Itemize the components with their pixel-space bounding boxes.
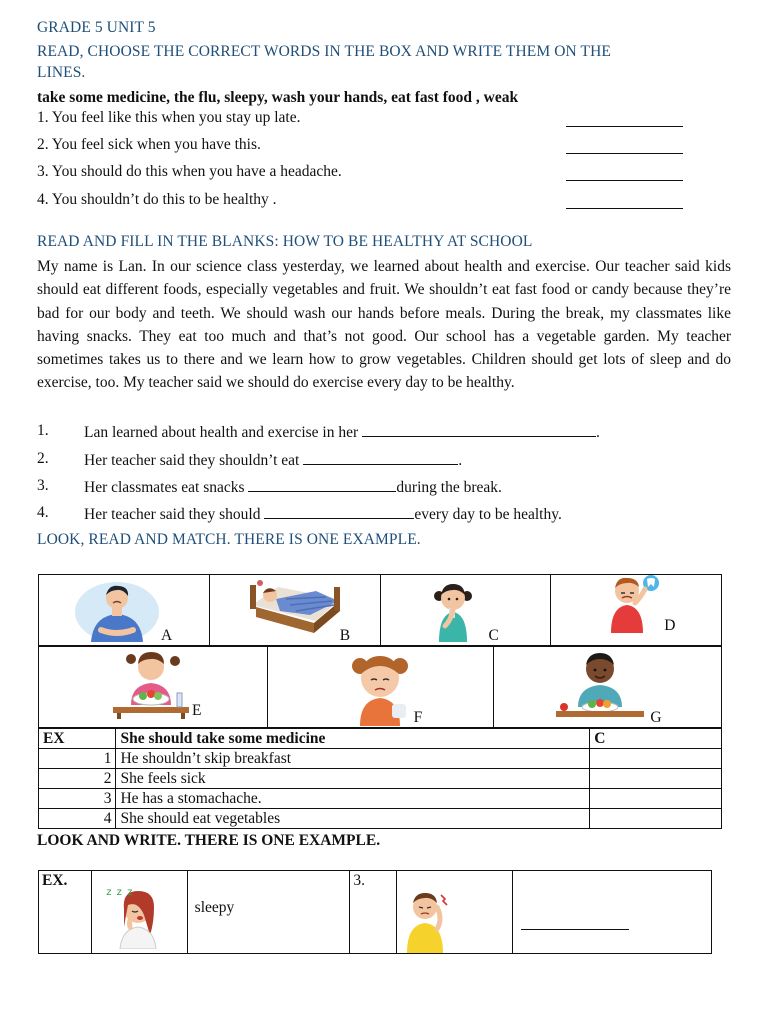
matching-table — [38, 728, 722, 829]
instruction-1-line-2: LINES. — [37, 64, 86, 81]
match-number: EX — [39, 729, 116, 749]
match-answer: C — [590, 729, 722, 749]
table-row — [39, 729, 722, 749]
boy-eating-vegetables-icon — [554, 651, 646, 723]
part1-question-4: 4. You shouldn’t do this to be healthy . — [37, 191, 277, 208]
part1-answer-line-4[interactable] — [566, 194, 683, 209]
ex-answer: sleepy — [194, 899, 235, 916]
sick-in-bed-icon — [246, 577, 346, 637]
table-row — [39, 809, 722, 829]
stomachache-boy-icon — [73, 578, 159, 642]
match-number: 3 — [39, 789, 116, 809]
table-row — [39, 749, 722, 769]
picture-cell-c[interactable] — [380, 575, 551, 646]
ex-picture-cell — [92, 871, 187, 954]
q3-picture-cell — [396, 871, 513, 954]
part2-question-3: 3. Her classmates eat snacks during the break. — [37, 477, 502, 496]
picture-label-c: C — [488, 627, 499, 644]
q3-label-cell — [350, 871, 396, 954]
instruction-1-line-1: READ, CHOOSE THE CORRECT WORDS IN THE BOX AND WRITE THEM ON THE — [37, 43, 611, 60]
look-and-write-table — [38, 870, 712, 954]
match-number: 1 — [39, 749, 116, 769]
ex-label: EX. — [42, 872, 68, 889]
picture-row-1 — [38, 574, 722, 646]
picture-cell-e[interactable] — [39, 647, 268, 728]
match-answer-blank[interactable] — [590, 769, 722, 789]
picture-cell-d[interactable] — [551, 575, 722, 646]
part1-question-2: 2. You feel sick when you have this. — [37, 136, 261, 153]
match-sentence: She feels sick — [116, 769, 590, 789]
table-row — [39, 789, 722, 809]
part2-answer-line-3[interactable] — [248, 477, 396, 492]
part4-heading: LOOK AND WRITE. THERE IS ONE EXAMPLE. — [37, 832, 381, 849]
part2-answer-line-1[interactable] — [362, 422, 596, 437]
part1-question-3: 3. You should do this when you have a headache. — [37, 163, 342, 180]
part1-question-1: 1. You feel like this when you stay up late. — [37, 109, 301, 126]
match-sentence: She should eat vegetables — [116, 809, 590, 829]
match-answer-blank[interactable] — [590, 789, 722, 809]
picture-cell-a[interactable] — [39, 575, 210, 646]
picture-label-f: F — [413, 709, 423, 726]
part1-answer-line-2[interactable] — [566, 139, 683, 154]
match-answer-blank[interactable] — [590, 809, 722, 829]
ex-answer-cell — [187, 871, 350, 954]
girl-feeling-sick-icon — [348, 650, 412, 726]
part1-answer-line-1[interactable] — [566, 112, 683, 127]
match-sentence: He has a stomachache. — [116, 789, 590, 809]
part1-answer-line-3[interactable] — [566, 166, 683, 181]
q3-label: 3. — [353, 872, 365, 889]
q3-answer-line[interactable] — [521, 915, 629, 930]
part3-heading: LOOK, READ AND MATCH. THERE IS ONE EXAMPLE. — [37, 531, 421, 548]
picture-row-2 — [38, 646, 722, 728]
picture-label-b: B — [339, 627, 351, 644]
page-title: GRADE 5 UNIT 5 — [37, 19, 156, 36]
match-number: 2 — [39, 769, 116, 789]
reading-passage: My name is Lan. In our science class yesterday, we learned about health and exercise. Our teacher said kids should eat different foods, especially vegetables and fruit. We shouldn’t eat fast food or candy because they’re bad for our body and teeth. We should wash our hands before meals. During the break, my classmates like having snacks. They eat too much and that’s not good. Our school has a vegetable garden. My teacher sometimes takes us to there and we learn how to grow vegetables. Children should get lots of sleep and do exercise, too. My teacher said we should do exercise every day to be healthy. — [37, 258, 731, 392]
picture-label-a: A — [161, 627, 173, 644]
part2-heading: READ AND FILL IN THE BLANKS: HOW TO BE HEALTHY AT SCHOOL — [37, 233, 533, 250]
part2-question-4: 4. Her teacher said they should every day to be healthy. — [37, 504, 562, 523]
picture-label-g: G — [650, 709, 662, 726]
match-sentence: She should take some medicine — [116, 729, 590, 749]
girl-taking-medicine-icon — [431, 580, 475, 642]
zzz-text: z z z — [106, 887, 134, 898]
word-box: take some medicine, the flu, sleepy, wash your hands, eat fast food , weak — [37, 89, 519, 106]
table-row — [39, 769, 722, 789]
picture-cell-g[interactable] — [494, 647, 722, 728]
headache-boy-icon — [403, 889, 451, 953]
match-answer-blank[interactable] — [590, 749, 722, 769]
match-sentence: He shouldn’t skip breakfast — [116, 749, 590, 769]
part2-question-2: 2. Her teacher said they shouldn’t eat . — [37, 450, 463, 469]
part2-answer-line-2[interactable] — [303, 450, 458, 465]
toothache-boy-icon — [605, 575, 663, 633]
picture-cell-b[interactable] — [209, 575, 380, 646]
q3-answer-cell — [513, 871, 712, 954]
picture-cell-f[interactable] — [267, 647, 494, 728]
ex-label-cell — [39, 871, 92, 954]
match-number: 4 — [39, 809, 116, 829]
girl-eating-salad-icon — [111, 649, 191, 719]
part2-answer-line-4[interactable] — [264, 504, 414, 519]
part2-question-1: 1. Lan learned about health and exercise in her . — [37, 422, 600, 441]
picture-label-d: D — [664, 617, 676, 634]
picture-label-e: E — [192, 702, 202, 719]
